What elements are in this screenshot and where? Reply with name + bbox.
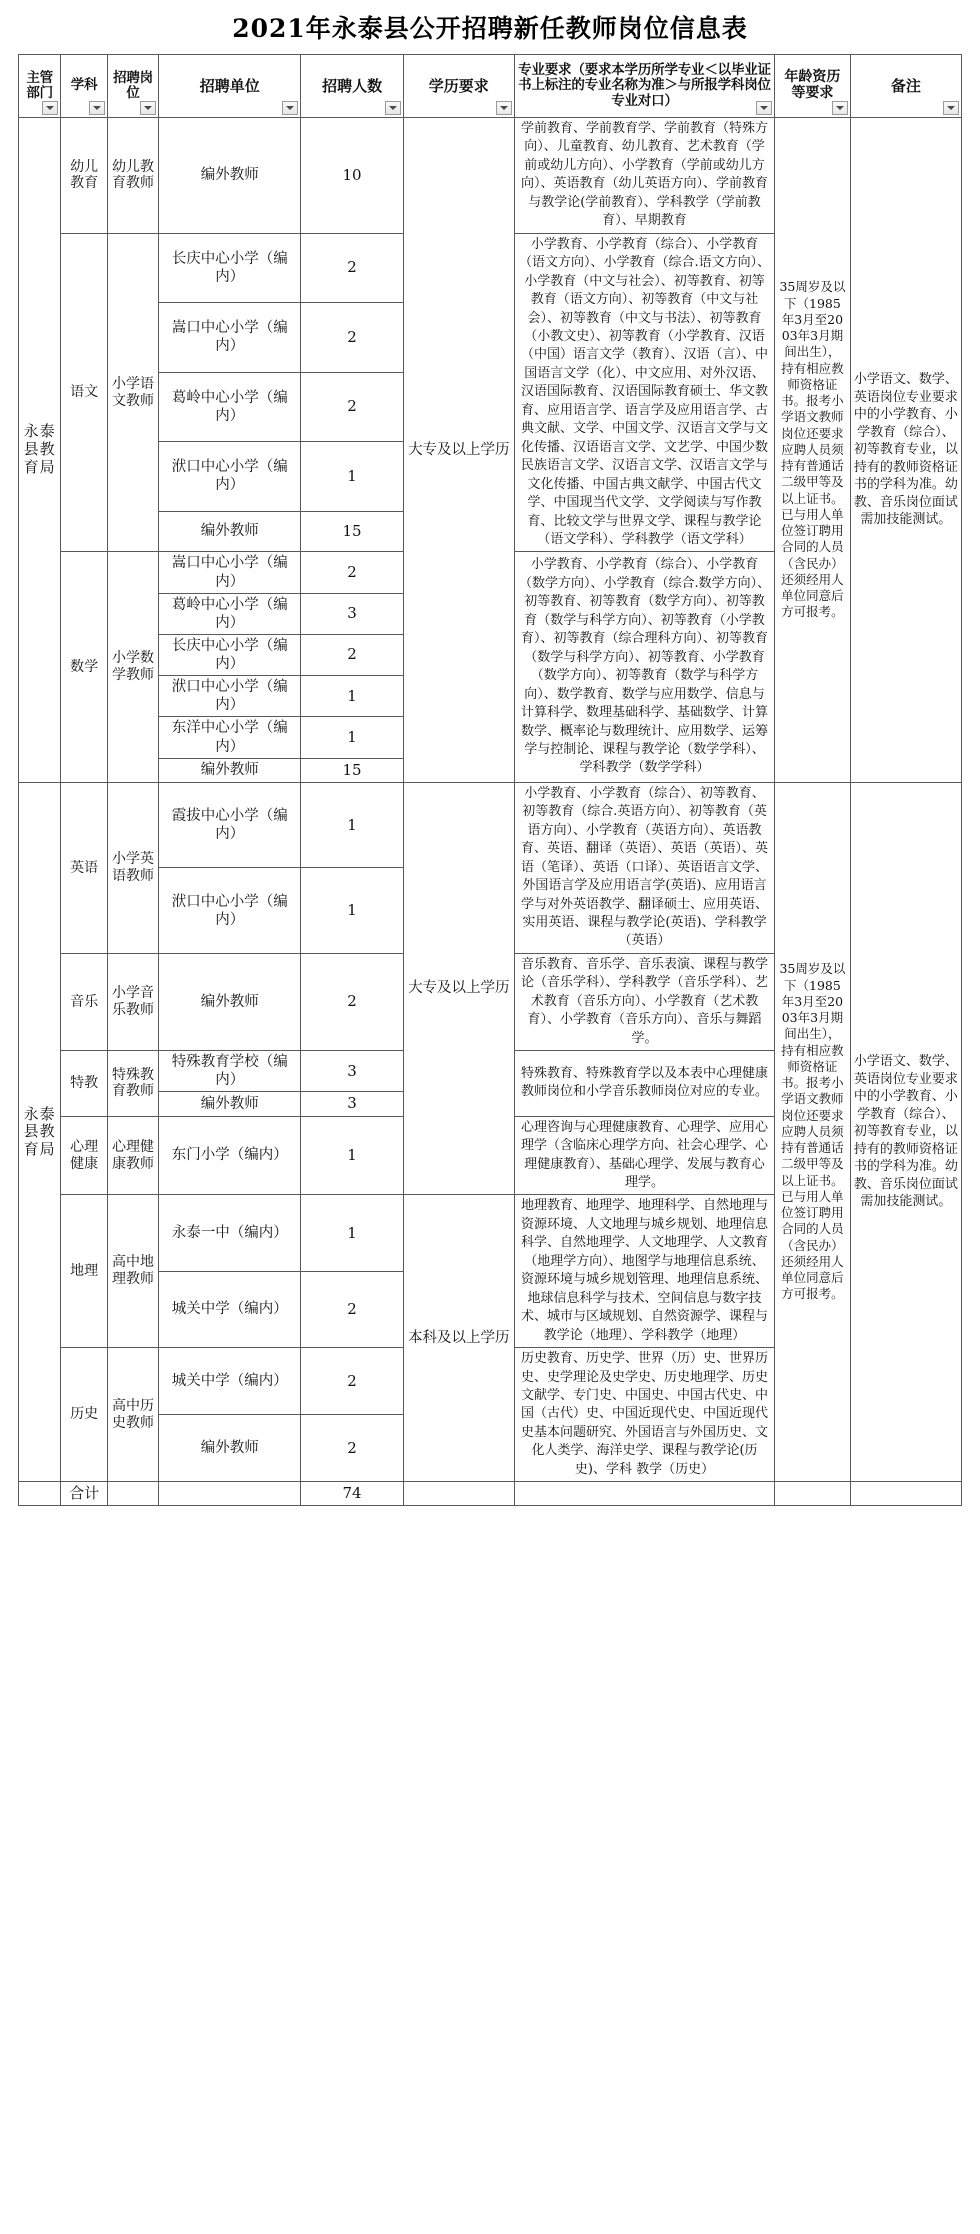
cell-education: 大专及以上学历 xyxy=(403,118,514,783)
cell-subject: 历史 xyxy=(61,1348,108,1482)
cell-count: 1 xyxy=(301,717,403,758)
cell-unit: 葛岭中心小学（编内） xyxy=(159,593,301,634)
cell-subject: 音乐 xyxy=(61,953,108,1050)
cell-count: 2 xyxy=(301,1348,403,1415)
cell-major: 小学教育、小学教育（综合）、小学教育（数学方向）、小学教育（综合.数学方向）、初等教育、初等教育（数学方向）、初等教育（数学与科学方向）、初等教育（小学教育）、初等教育（综合理科方向）、初等教育（数学与科学方向）、初等教育、小学教育（数学方向）、初等教育（数学与科学方向）、数学教育、数学与应用数学、信息与计算科学、数理基础科学、基础数学、计算数学、概率论与数理统计、应用数学、运筹学与控制论、课程与教学论（数学学科）、学科教学（数学学科） xyxy=(514,552,774,782)
cell-count: 2 xyxy=(301,953,403,1050)
cell-total-education xyxy=(403,1482,514,1506)
cell-unit: 霞拔中心小学（编内） xyxy=(159,782,301,868)
cell-subject: 数学 xyxy=(61,552,108,782)
cell-unit: 东门小学（编内） xyxy=(159,1116,301,1195)
filter-dropdown-icon-education[interactable] xyxy=(496,101,512,115)
filter-dropdown-icon-major[interactable] xyxy=(756,101,772,115)
cell-count: 2 xyxy=(301,634,403,675)
cell-major: 历史教育、历史学、世界（历）史、世界历史、史学理论及史学史、历史地理学、历史文献学、专门史、中国史、中国古代史、中国（古代）史、中国近现代史、中国近现代史基本问题研究、外国语言与外国历史、文化人类学、海洋史学、课程与教学论(历史)、学科 教学（历史） xyxy=(514,1348,774,1482)
cell-post: 小学音乐教师 xyxy=(107,953,158,1050)
cell-note: 小学语文、数学、英语岗位专业要求中的小学教育、小学教育（综合）、初等教育专业，以持有的教师资格证书的学科为准。幼教、音乐岗位面试需加技能测试。 xyxy=(850,782,961,1481)
cell-dept: 永泰县教育局 xyxy=(19,782,61,1481)
column-header-post[interactable]: 招聘岗位 xyxy=(107,55,158,118)
cell-count: 3 xyxy=(301,1092,403,1116)
cell-unit: 编外教师 xyxy=(159,118,301,234)
cell-count: 15 xyxy=(301,758,403,782)
filter-dropdown-icon-unit[interactable] xyxy=(282,101,298,115)
cell-post: 高中历史教师 xyxy=(107,1348,158,1482)
filter-dropdown-icon-note[interactable] xyxy=(943,101,959,115)
cell-subject: 心理健康 xyxy=(61,1116,108,1195)
cell-post: 高中地理教师 xyxy=(107,1195,158,1348)
cell-major: 心理咨询与心理健康教育、心理学、应用心理学（含临床心理学方向、社会心理学、心理健康教育）、基础心理学、发展与教育心理学。 xyxy=(514,1116,774,1195)
filter-dropdown-icon-dept[interactable] xyxy=(42,101,58,115)
cell-post: 小学语文教师 xyxy=(107,233,158,552)
cell-count: 15 xyxy=(301,511,403,552)
cell-unit: 洑口中心小学（编内） xyxy=(159,442,301,511)
cell-post: 小学数学教师 xyxy=(107,552,158,782)
total-row xyxy=(19,1482,962,1506)
cell-major: 小学教育、小学教育（综合）、小学教育（语文方向）、小学教育（综合.语文方向）、小学教育（中文与社会）、初等教育、初等教育（语文方向）、初等教育（中文与社会）、初等教育（中文与书法）、初等教育（小教文史）、初等教育（小学教育、汉语（中国）语言文学（教育）、汉语（言）、中国语言文学（化）、中文应用、对外汉语、汉语国际教育、汉语国际教育硕士、华文教育、应用语言学、语言学及应用语言学、古典文献、文学、中国文学、汉语言文学与文化传播、汉语语言文学、文艺学、中国少数民族语言文学、汉语言文学、汉语言文学与文化传播、中国古典文献学、中国古代文学、中国现当代文学、文学阅读与写作教育、比较文学与世界文学、课程与教学论（语文学科）、学科教学（语文学科） xyxy=(514,233,774,552)
cell-count: 2 xyxy=(301,372,403,441)
cell-unit: 嵩口中心小学（编内） xyxy=(159,552,301,593)
cell-major: 学前教育、学前教育学、学前教育（特殊方向）、儿童教育、幼儿教育、艺术教育（学前或幼儿方向）、小学教育（学前或幼儿方向）、英语教育（幼儿英语方向）、学前教育与教学论(学前教育）、学科教学（学前教育）、早期教育 xyxy=(514,118,774,234)
cell-total-major xyxy=(514,1482,774,1506)
cell-unit: 编外教师 xyxy=(159,511,301,552)
cell-count: 1 xyxy=(301,442,403,511)
cell-count: 1 xyxy=(301,868,403,954)
cell-unit: 嵩口中心小学（编内） xyxy=(159,303,301,372)
filter-dropdown-icon-count[interactable] xyxy=(385,101,401,115)
filter-dropdown-icon-subject[interactable] xyxy=(89,101,105,115)
cell-education: 大专及以上学历 xyxy=(403,782,514,1195)
table-row xyxy=(19,782,962,868)
cell-education: 本科及以上学历 xyxy=(403,1195,514,1482)
cell-total-dept xyxy=(19,1482,61,1506)
cell-count: 1 xyxy=(301,1195,403,1271)
header-row xyxy=(19,55,962,118)
cell-unit: 洑口中心小学（编内） xyxy=(159,676,301,717)
cell-total-age xyxy=(775,1482,851,1506)
page-title: 2021年永泰县公开招聘新任教师岗位信息表 xyxy=(232,14,748,43)
cell-subject: 幼儿教育 xyxy=(61,118,108,234)
cell-major: 特殊教育、特殊教育学以及本表中心理健康教师岗位和小学音乐教师岗位对应的专业。 xyxy=(514,1051,774,1116)
cell-unit: 洑口中心小学（编内） xyxy=(159,868,301,954)
cell-unit: 长庆中心小学（编内） xyxy=(159,233,301,302)
cell-unit: 长庆中心小学（编内） xyxy=(159,634,301,675)
cell-total-count: 74 xyxy=(301,1482,403,1506)
cell-age: 35周岁及以下（1985年3月至2003年3月期间出生），持有相应教师资格证书。报考小学语文教师岗位还要求应聘人员须持有普通话二级甲等及以上证书。已与用人单位签订聘用合同的人员（含民办）还须经用人单位同意后方可报考。 xyxy=(775,782,851,1481)
cell-dept: 永泰县教育局 xyxy=(19,118,61,783)
cell-subject: 特教 xyxy=(61,1051,108,1116)
column-header-note[interactable]: 备注 xyxy=(850,55,961,118)
cell-unit: 东洋中心小学（编内） xyxy=(159,717,301,758)
cell-subject: 地理 xyxy=(61,1195,108,1348)
cell-unit: 特殊教育学校（编内） xyxy=(159,1051,301,1092)
cell-total-label: 合计 xyxy=(61,1482,108,1506)
cell-count: 1 xyxy=(301,782,403,868)
cell-count: 2 xyxy=(301,552,403,593)
cell-unit: 永泰一中（编内） xyxy=(159,1195,301,1271)
cell-unit: 编外教师 xyxy=(159,1415,301,1482)
cell-post: 幼儿教育教师 xyxy=(107,118,158,234)
recruitment-table xyxy=(18,54,962,1506)
cell-post: 特殊教育教师 xyxy=(107,1051,158,1116)
column-header-dept[interactable]: 主管部门 xyxy=(19,55,61,118)
cell-count: 1 xyxy=(301,676,403,717)
column-header-age[interactable]: 年龄资历等要求 xyxy=(775,55,851,118)
cell-total-post xyxy=(107,1482,158,1506)
cell-count: 1 xyxy=(301,1116,403,1195)
cell-count: 2 xyxy=(301,233,403,302)
cell-post: 小学英语教师 xyxy=(107,782,158,953)
filter-dropdown-icon-post[interactable] xyxy=(140,101,156,115)
cell-unit: 编外教师 xyxy=(159,1092,301,1116)
table-row xyxy=(19,118,962,234)
cell-total-unit xyxy=(159,1482,301,1506)
column-header-unit[interactable]: 招聘单位 xyxy=(159,55,301,118)
cell-unit: 城关中学（编内） xyxy=(159,1271,301,1347)
cell-count: 3 xyxy=(301,593,403,634)
cell-count: 3 xyxy=(301,1051,403,1092)
cell-count: 2 xyxy=(301,303,403,372)
cell-unit: 城关中学（编内） xyxy=(159,1348,301,1415)
column-header-count[interactable]: 招聘人数 xyxy=(301,55,403,118)
column-header-subject[interactable]: 学科 xyxy=(61,55,108,118)
cell-unit: 葛岭中心小学（编内） xyxy=(159,372,301,441)
cell-major: 小学教育、小学教育（综合）、初等教育、初等教育（综合.英语方向）、初等教育（英语方向）、小学教育（英语方向）、英语教育、英语、翻译（英语）、英语（英语）、英语（笔译）、英语（口译）、英语语言文学、外国语言学及应用语言学(英语)、应用语言学与对外英语教学、翻译硕士、应用英语、实用英语、课程与教学论(英语)、学科教学（英语） xyxy=(514,782,774,953)
table-body xyxy=(19,118,962,1506)
cell-age: 35周岁及以下（1985年3月至2003年3月期间出生），持有相应教师资格证书。报考小学语文教师岗位还要求应聘人员须持有普通话二级甲等及以上证书。已与用人单位签订聘用合同的人员（含民办）还须经用人单位同意后方可报考。 xyxy=(775,118,851,783)
cell-note: 小学语文、数学、英语岗位专业要求中的小学教育、小学教育（综合）、初等教育专业，以持有的教师资格证书的学科为准。幼教、音乐岗位面试需加技能测试。 xyxy=(850,118,961,783)
cell-count: 10 xyxy=(301,118,403,234)
cell-count: 2 xyxy=(301,1271,403,1347)
column-header-education[interactable]: 学历要求 xyxy=(403,55,514,118)
cell-unit: 编外教师 xyxy=(159,953,301,1050)
filter-dropdown-icon-age[interactable] xyxy=(832,101,848,115)
cell-unit: 编外教师 xyxy=(159,758,301,782)
cell-post: 心理健康教师 xyxy=(107,1116,158,1195)
table-header xyxy=(19,55,962,118)
title-band xyxy=(18,0,962,54)
cell-subject: 语文 xyxy=(61,233,108,552)
cell-major: 地理教育、地理学、地理科学、自然地理与资源环境、人文地理与城乡规划、地理信息科学、自然地理学、人文地理学、人文教育（地理学方向）、地图学与地理信息系统、资源环境与城乡规划管理、地理信息系统、地球信息科学与技术、空间信息与数字技术、城市与区域规划、自然资源学、课程与教学论（地理）、学科教学（地理） xyxy=(514,1195,774,1348)
cell-subject: 英语 xyxy=(61,782,108,953)
cell-total-note xyxy=(850,1482,961,1506)
cell-major: 音乐教育、音乐学、音乐表演、课程与教学论（音乐学科）、学科教学（音乐学科）、艺术教育（音乐方向）、小学教育（艺术教育）、小学教育（音乐方向）、音乐与舞蹈学。 xyxy=(514,953,774,1050)
column-header-major[interactable]: 专业要求（要求本学历所学专业＜以毕业证书上标注的专业名称为准＞与所报学科岗位专业对口） xyxy=(514,55,774,118)
cell-count: 2 xyxy=(301,1415,403,1482)
